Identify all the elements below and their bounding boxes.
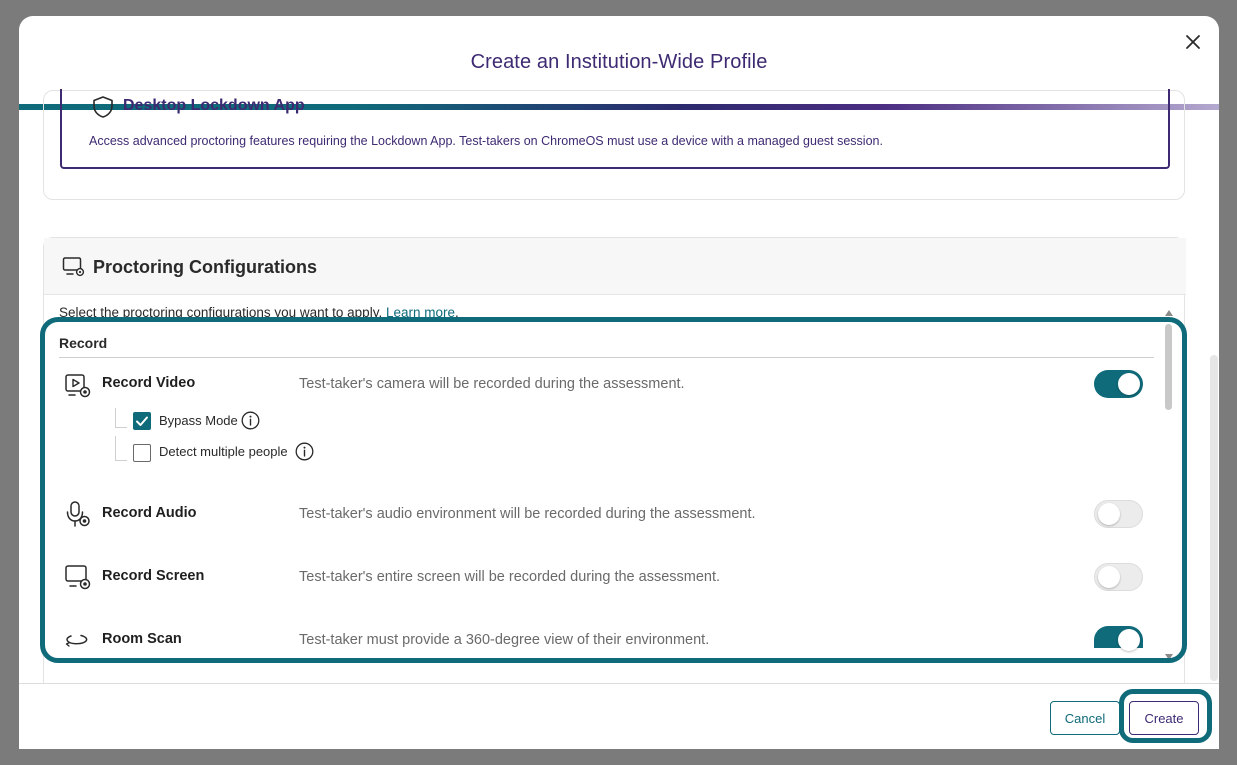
detect-multiple-people-label: Detect multiple people [159, 444, 288, 459]
record-video-label: Record Video [102, 375, 196, 391]
toggle-knob [1118, 373, 1140, 395]
lockdown-app-card [43, 90, 1185, 200]
scroll-up-arrow-icon[interactable] [1164, 309, 1174, 317]
modal-body [19, 97, 1219, 683]
record-video-description: Test-taker's camera will be recorded during the assessment. [299, 376, 685, 392]
record-screen-label: Record Screen [102, 568, 205, 584]
toggle-knob [1098, 566, 1120, 588]
proctoring-subtitle-text: Select the proctoring configurations you want to apply. [59, 305, 383, 320]
info-icon[interactable] [295, 442, 314, 461]
toggle-knob [1098, 503, 1120, 525]
bypass-mode-checkbox[interactable] [133, 412, 151, 430]
lockdown-app-description: Access advanced proctoring features requiring the Lockdown App. Test-takers on ChromeOS must use a device with a managed guest session. [89, 134, 883, 148]
section-divider [59, 357, 1154, 358]
lockdown-app-title: Desktop Lockdown App [123, 97, 305, 114]
close-icon [1186, 35, 1200, 49]
proctoring-subtitle [59, 305, 459, 320]
proctoring-title: Proctoring Configurations [93, 257, 317, 277]
screen-record-icon [64, 563, 92, 591]
record-video-toggle[interactable] [1094, 370, 1143, 398]
record-screen-toggle[interactable] [1094, 563, 1143, 591]
record-section-label: Record [59, 335, 108, 351]
tree-connector [115, 436, 127, 461]
checkmark-icon [133, 412, 151, 430]
info-icon[interactable] [241, 411, 260, 430]
record-audio-label: Record Audio [102, 505, 197, 521]
shield-icon [92, 95, 114, 119]
create-button[interactable]: Create [1129, 701, 1199, 735]
proctoring-header [44, 238, 1186, 295]
subtitle-period: . [455, 305, 459, 320]
room-scan-toggle[interactable] [1094, 626, 1143, 648]
video-record-icon [64, 371, 92, 399]
room-scan-icon [64, 627, 92, 649]
record-screen-description: Test-taker's entire screen will be recorded during the assessment. [299, 569, 721, 585]
inner-scrollbar-thumb[interactable] [1165, 324, 1172, 410]
toggle-knob [1118, 629, 1140, 651]
room-scan-description: Test-taker must provide a 360-degree view of their environment. [299, 632, 710, 648]
record-audio-description: Test-taker's audio environment will be recorded during the assessment. [299, 506, 756, 522]
outer-scrollbar[interactable] [1210, 355, 1218, 681]
tree-connector [115, 408, 127, 428]
modal-title: Create an Institution-Wide Profile [470, 51, 768, 73]
cancel-button[interactable]: Cancel [1050, 701, 1120, 735]
modal-footer [19, 683, 1219, 749]
record-audio-toggle[interactable] [1094, 500, 1143, 528]
microphone-record-icon [64, 500, 92, 528]
scroll-down-arrow-icon[interactable] [1164, 653, 1174, 661]
detect-multiple-people-checkbox[interactable] [133, 444, 151, 462]
learn-more-link[interactable]: Learn more [385, 305, 456, 320]
lockdown-app-option[interactable] [60, 89, 1170, 169]
monitor-settings-icon [62, 256, 86, 278]
bypass-mode-label: Bypass Mode [159, 413, 238, 428]
room-scan-label: Room Scan [102, 631, 182, 647]
close-button[interactable] [1181, 30, 1205, 54]
